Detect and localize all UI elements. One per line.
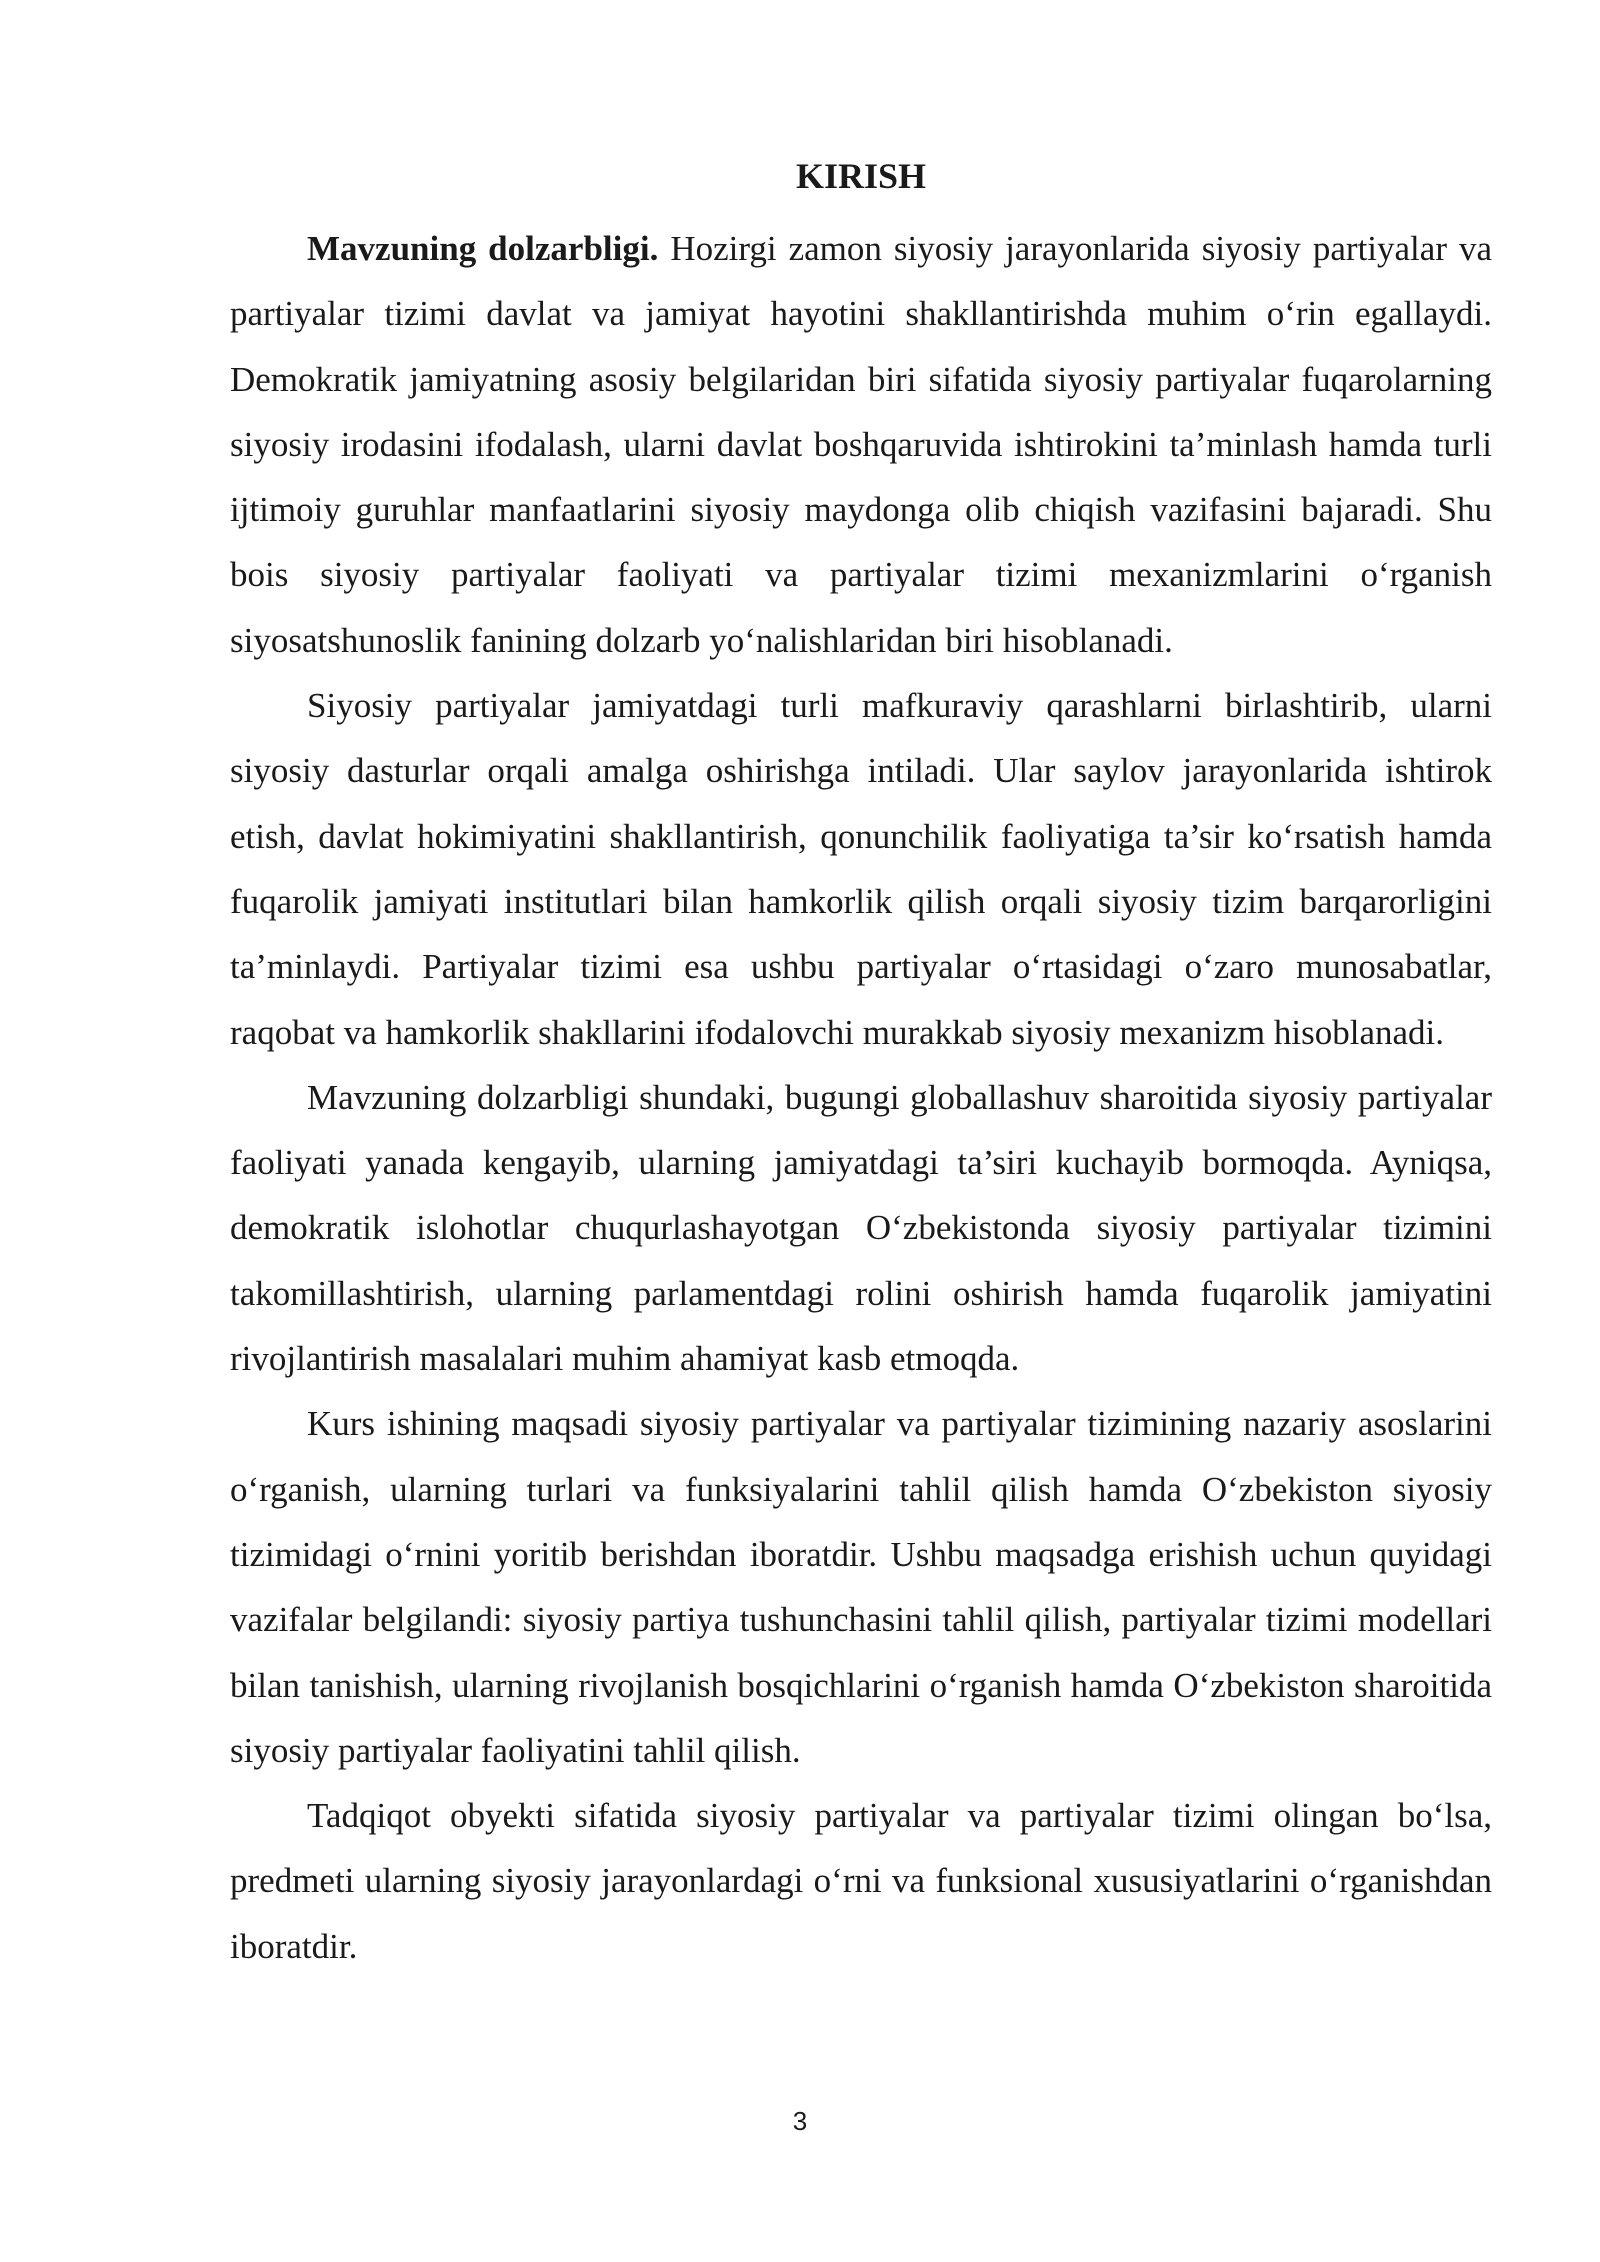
paragraph-2: Siyosiy partiyalar jamiyatdagi turli mafkuraviy qarashlarni birlashtirib, ularni siyosiy dasturlar orqali amalga oshirishga intiladi. Ular saylov jarayonlarida ishtirok etish, davlat hokimiyatini shakllantirish, qonunchilik faoliyatiga ta’sir ko‘rsatish hamda fuqarolik jamiyati institutlari bilan hamkorlik qilish orqali siyosiy tizim barqarorligini ta’minlaydi. Partiyalar tizimi esa ushbu partiyalar o‘rtasidagi o‘zaro munosabatlar, raqobat va hamkorlik shakllarini ifodalovchi murakkab siyosiy mexanizm hisoblanadi. — [230, 686, 1492, 1052]
paragraph-3: Mavzuning dolzarbligi shundaki, bugungi globallashuv sharoitida siyosiy partiyalar faoliyati yanada kengayib, ularning jamiyatdagi ta’siri kuchayib bormoqda. Ayniqsa, demokratik islohotlar chuqurlashayotgan O‘zbekistonda siyosiy partiyalar tizimini takomillashtirish, ularning parlamentdagi rolini oshirish hamda fuqarolik jamiyatini rivojlantirish masalalari muhim ahamiyat kasb etmoqda. — [230, 1077, 1492, 1379]
page-number: 3 — [792, 2106, 808, 2136]
document-page — [230, 150, 1492, 1979]
paragraph-1 — [230, 216, 1492, 673]
paragraph-5: Tadqiqot obyekti sifatida siyosiy partiyalar va partiyalar tizimi olingan bo‘lsa, predmeti ularning siyosiy jarayonlardagi o‘rni va funksional xususiyatlarini o‘rganishdan iboratdir. — [230, 1796, 1492, 1966]
paragraph-4: Kurs ishining maqsadi siyosiy partiyalar va partiyalar tizimining nazariy asoslarini o‘rganish, ularning turlari va funksiyalarini tahlil qilish hamda O‘zbekiston siyosiy tizimidagi o‘rnini yoritib berishdan iboratdir. Ushbu maqsadga erishish uchun quyidagi vazifalar belgilandi: siyosiy partiya tushunchasini tahlil qilish, partiyalar tizimi modellari bilan tanishish, ularning rivojlanish bosqichlarini o‘rganish hamda O‘zbekiston sharoitida siyosiy partiyalar faoliyatini tahlil qilish. — [230, 1404, 1492, 1770]
paragraph-1-lead: Mavzuning dolzarbligi. — [307, 229, 659, 268]
paragraph-1-text: Hozirgi zamon siyosiy jarayonlarida siyosiy partiyalar va partiyalar tizimi davlat va jamiyat hayotini shakllantirishda muhim o‘rin egallaydi. Demokratik jamiyatning asosiy belgilaridan biri sifatida siyosiy partiyalar fuqarolarning siyosiy irodasini ifodalash, ularni davlat boshqaruvida ishtirokini ta’minlash hamda turli ijtimoiy guruhlar manfaatlarini siyosiy maydonga olib chiqish vazifasini bajaradi. Shu bois siyosiy partiyalar faoliyati va partiyalar tizimi mexanizmlarini o‘rganish siyosatshunoslik fanining dolzarb yo‘nalishlaridan biri hisoblanadi. — [230, 229, 1492, 660]
section-heading: KIRISH — [795, 156, 927, 196]
